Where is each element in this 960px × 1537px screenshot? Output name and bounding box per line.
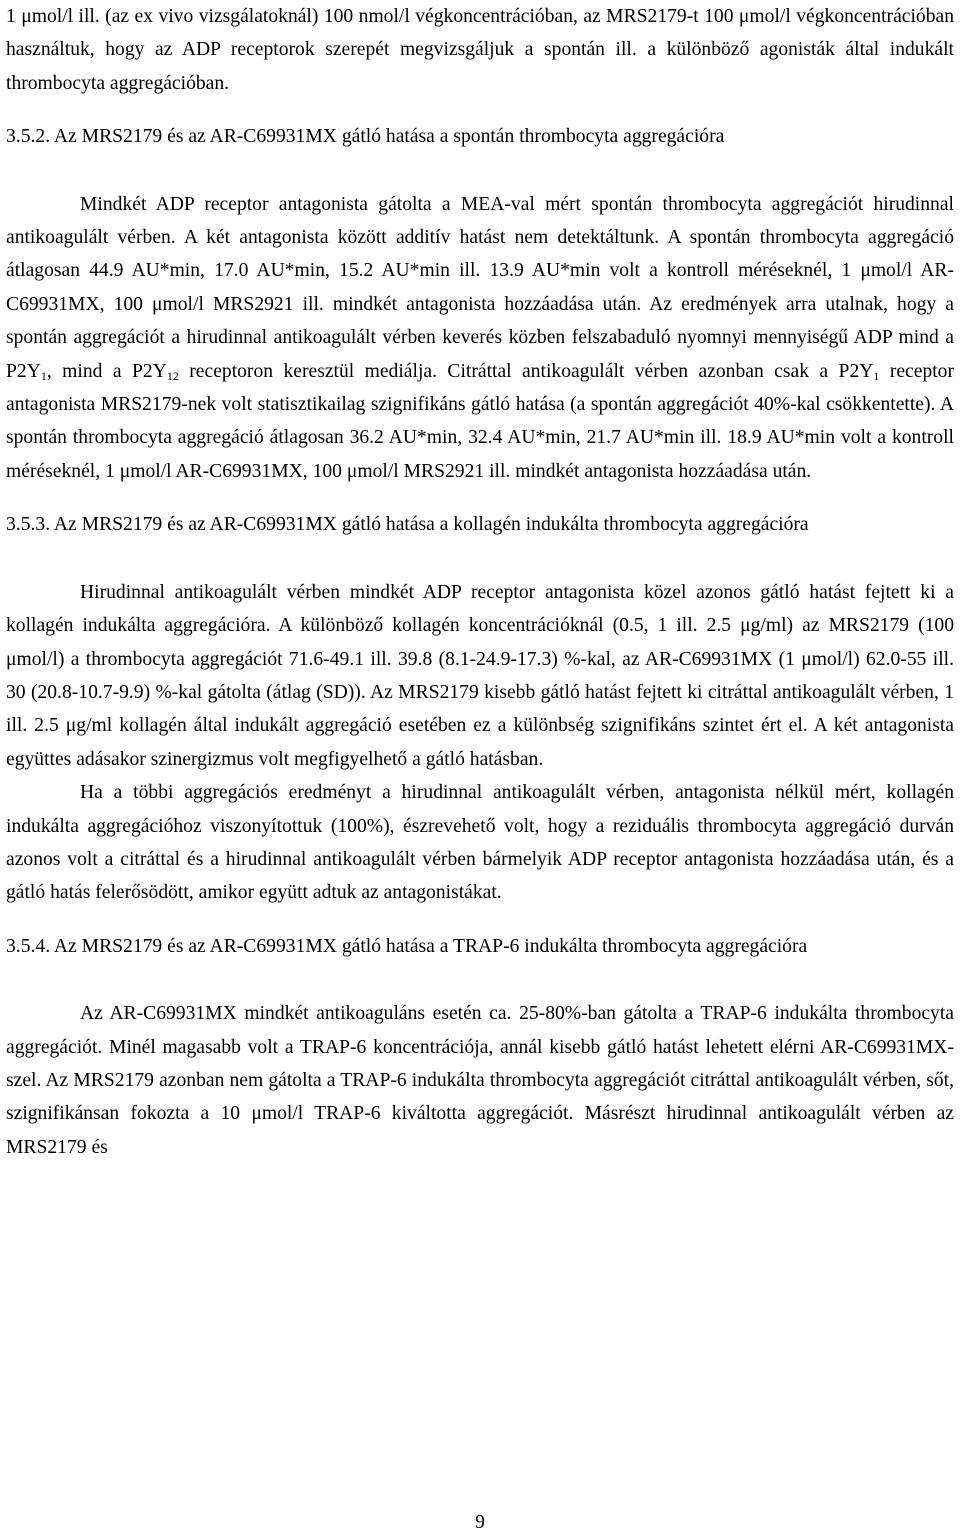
section-heading-3-5-4: 3.5.4. Az MRS2179 és az AR-C69931MX gátló hatása a TRAP-6 indukálta thrombocyta aggregációra	[6, 935, 808, 957]
paragraph-text: , mind a P2Y	[46, 360, 167, 382]
subscript: 1	[873, 368, 880, 383]
spacer	[6, 100, 954, 120]
section-heading-3-5-3: 3.5.3. Az MRS2179 és az AR-C69931MX gátló hatása a kollagén indukálta thrombocyta aggregációra	[6, 514, 809, 536]
spacer	[6, 542, 954, 576]
section-3-5-2-paragraph	[6, 188, 954, 489]
intro-paragraph: 1 μmol/l ill. (az ex vivo vizsgálatoknál) 100 nmol/l végkoncentrációban, az MRS2179-t 100 μmol/l végkoncentrációban használtuk, hogy az ADP receptorok szerepét megvizsgáljuk a spontán ill. a különböző agonisták által indukált thrombocyta aggregációban.	[6, 6, 954, 94]
subscript: 12	[166, 368, 179, 383]
section-3-5-4-paragraph: Az AR-C69931MX mindkét antikoaguláns esetén ca. 25-80%-ban gátolta a TRAP-6 indukálta thrombocyta aggregációt. Minél magasabb volt a TRAP-6 koncentrációja, annál kisebb gátló hatást lehetett elérni AR-C69931MX-szel. Az MRS2179 azonban nem gátolta a TRAP-6 indukálta thrombocyta aggregációt citráttal antikoagulált vérben, sőt, szignifikánsan fokozta a 10 μmol/l TRAP-6 kiváltotta aggregációt. Másrészt hirudinnal antikoagulált vérben az MRS2179 és	[6, 1003, 954, 1158]
page-number: 9	[475, 1512, 485, 1533]
subscript: 1	[40, 368, 47, 383]
section-3-5-3-paragraph-1: Hirudinnal antikoagulált vérben mindkét ADP receptor antagonista közel azonos gátló hatást fejtett ki a kollagén indukálta aggregációra. A különböző kollagén koncentrációknál (0.5, 1 ill. 2.5 μg/ml) az MRS2179 (100 μmol/l) a thrombocyta aggregációt 71.6-49.1 ill. 39.8 (8.1-24.9-17.3) %-kal, az AR-C69931MX (1 μmol/l) 62.0-55 ill. 30 (20.8-10.7-9.9) %-kal gátolta (átlag (SD)). Az MRS2179 kisebb gátló hatást fejtett ki citráttal antikoagulált vérben, 1 ill. 2.5 μg/ml kollagén által indukált aggregáció esetében ez a különbség szignifikáns szintet ért el. A két antagonista együttes adásakor szinergizmus volt megfigyelhető a gátló hatásban.	[6, 581, 954, 770]
section-3-5-3-paragraph-2: Ha a többi aggregációs eredményt a hirudinnal antikoagulált vérben, antagonista nélkül mért, kollagén indukálta aggregációhoz viszonyítottuk (100%), észrevehető volt, hogy a reziduális thrombocyta aggregáció durván azonos volt a citráttal és a hirudinnal antikoagulált vérben bármelyik ADP receptor antagonista hozzáadása után, és a gátló hatás felerősödött, amikor együtt adtuk az antagonistákat.	[6, 782, 954, 904]
spacer	[6, 488, 954, 508]
paragraph-text: Mindkét ADP receptor antagonista gátolta a MEA-val mért spontán thrombocyta aggregációt hirudinnal antikoagulált vérben. A két antagonista között additív hatást nem detektáltunk. A spontán thrombocyta aggregáció átlagosan 44.9 AU*min, 17.0 AU*min, 15.2 AU*min ill. 13.9 AU*min volt a kontroll méréseknél, 1 μmol/l AR-C69931MX, 100 μmol/l MRS2921 ill. mindkét antagonista hozzáadása után. Az eredmények arra utalnak, hogy a spontán aggregációt a hirudinnal antikoagulált vérben keverés közben felszabaduló nyomnyi mennyiségű ADP mind a P2Y	[6, 193, 954, 382]
section-heading-3-5-2: 3.5.2. Az MRS2179 és az AR-C69931MX gátló hatása a spontán thrombocyta aggregációra	[6, 126, 725, 148]
spacer	[6, 154, 954, 188]
document-page	[6, 0, 954, 1164]
paragraph-text: receptoron keresztül mediálja. Citráttal antikoagulált vérben azonban csak a P2Y	[178, 360, 874, 382]
spacer	[6, 910, 954, 930]
paragraph-text: receptor antagonista MRS2179-nek volt statisztikailag szignifikáns gátló hatása (a spontán aggregációt 40%-kal csökkentette). A spontán thrombocyta aggregáció átlagosan 36.2 AU*min, 32.4 AU*min, 21.7 AU*min ill. 18.9 AU*min volt a kontroll méréseknél, 1 μmol/l AR-C69931MX, 100 μmol/l MRS2921 ill. mindkét antagonista hozzáadása után.	[6, 360, 955, 482]
spacer	[6, 963, 954, 997]
